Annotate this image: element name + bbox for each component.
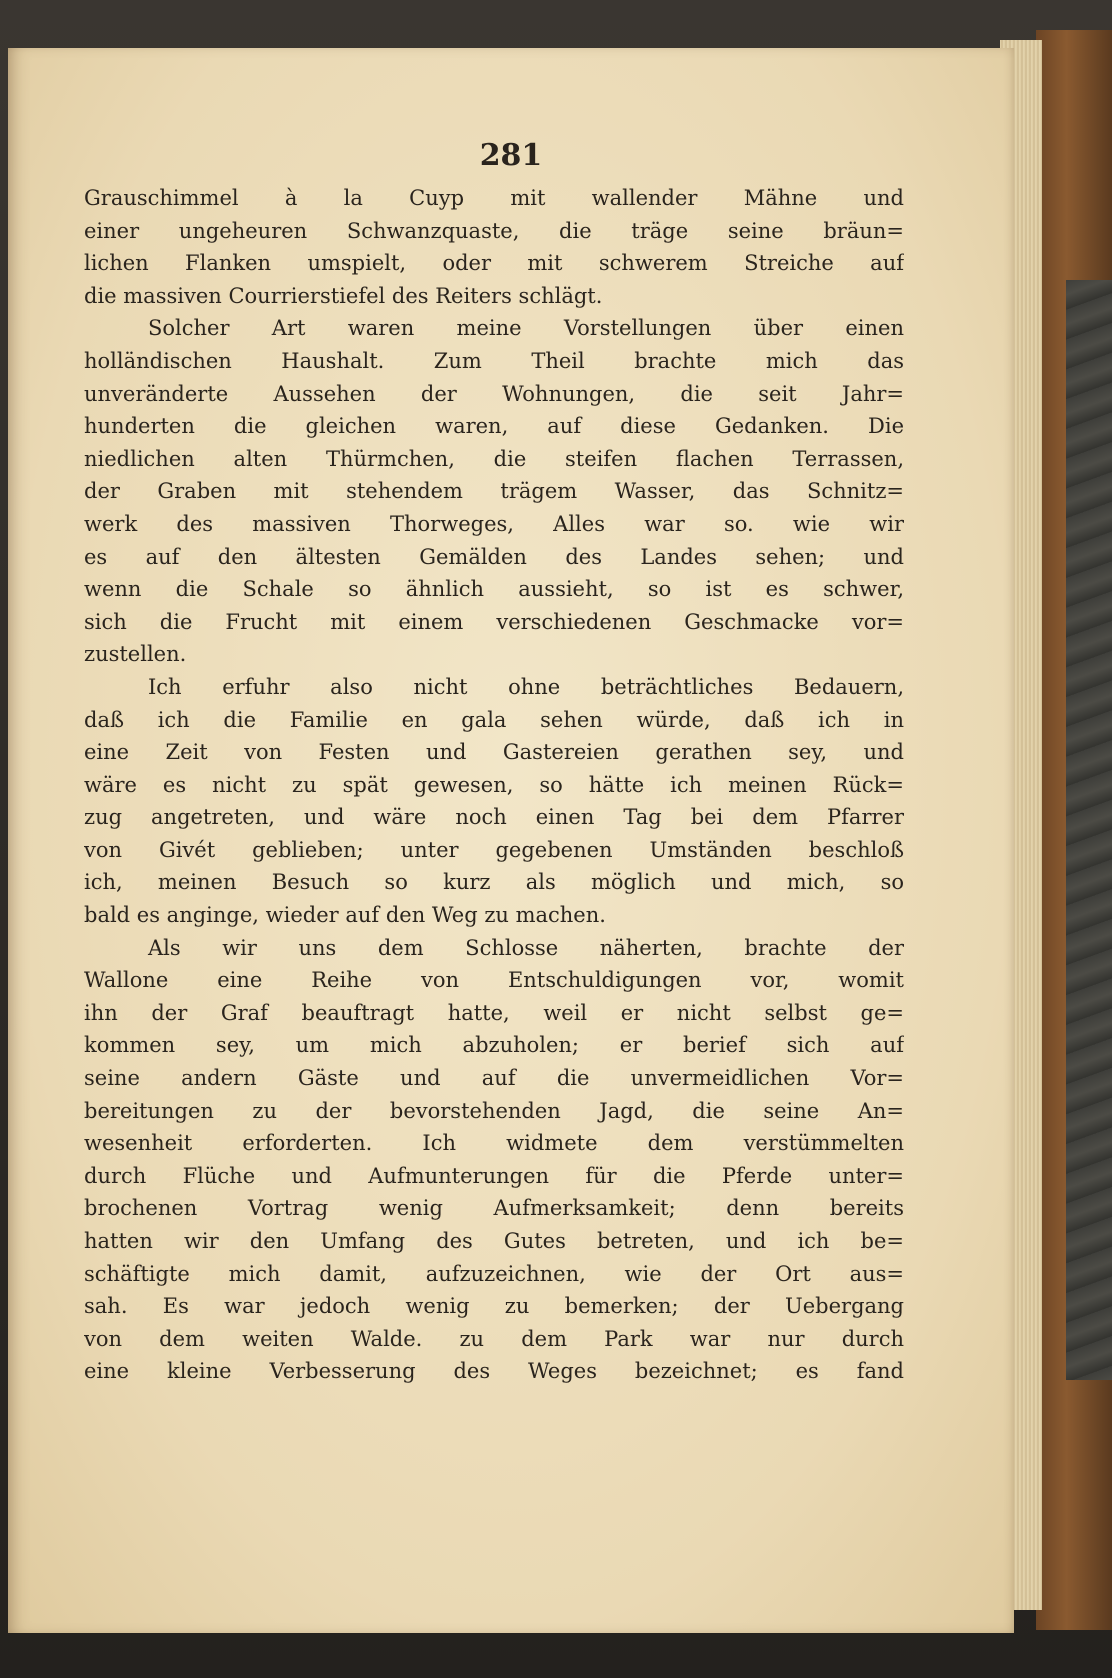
marbled-board	[1066, 280, 1112, 1380]
text-line: lichen Flanken umspielt, oder mit schwerem Streiche auf	[84, 251, 904, 276]
text-line: hunderten die gleichen waren, auf diese Gedanken. Die	[84, 414, 904, 439]
text-line: eine Zeit von Festen und Gastereien gerathen sey, und	[84, 740, 904, 765]
text-line: werk des massiven Thorweges, Alles war so. wie wir	[84, 511, 904, 536]
text-line: die massiven Courrierstiefel des Reiters schlägt.	[84, 283, 603, 308]
text-line: durch Flüche und Aufmunterungen für die Pferde unter=	[84, 1163, 904, 1188]
text-line: Ich erfuhr also nicht ohne beträchtliches Bedauern,	[148, 674, 904, 699]
text-line: brochenen Vortrag wenig Aufmerksamkeit; denn bereits	[84, 1196, 904, 1221]
text-line: zug angetreten, und wäre noch einen Tag bei dem Pfarrer	[84, 805, 904, 830]
text-line: einer ungeheuren Schwanzquaste, die träge seine bräun=	[84, 218, 904, 243]
text-line: bereitungen zu der bevorstehenden Jagd, die seine An=	[84, 1098, 904, 1123]
text-line: zustellen.	[84, 642, 187, 667]
text-line: ihn der Graf beauftragt hatte, weil er nicht selbst ge=	[84, 1000, 904, 1025]
text-line: es auf den ältesten Gemälden des Landes sehen; und	[84, 544, 904, 569]
text-line: niedlichen alten Thürmchen, die steifen flachen Terrassen,	[84, 446, 904, 471]
text-line: sah. Es war jedoch wenig zu bemerken; der Uebergang	[84, 1294, 904, 1319]
text-line: holländischen Haushalt. Zum Theil brachte mich das	[84, 348, 904, 373]
book-page	[8, 48, 1014, 1633]
text-line: von Givét geblieben; unter gegebenen Umständen beschloß	[84, 837, 904, 862]
text-line: bald es anginge, wieder auf den Weg zu machen.	[84, 903, 606, 928]
body-text	[84, 182, 904, 1388]
text-line: schäftigte mich damit, aufzuzeichnen, wie der Ort aus=	[84, 1261, 904, 1286]
text-line: Als wir uns dem Schlosse näherten, brachte der	[148, 935, 904, 960]
text-line: sich die Frucht mit einem verschiedenen Geschmacke vor=	[84, 609, 904, 634]
text-line: wenn die Schale so ähnlich aussieht, so ist es schwer,	[84, 577, 904, 602]
text-line: wäre es nicht zu spät gewesen, so hätte ich meinen Rück=	[84, 772, 904, 797]
book-cover-edge	[1036, 30, 1112, 1630]
text-line: daß ich die Familie en gala sehen würde, daß ich in	[84, 707, 904, 732]
text-line: kommen sey, um mich abzuholen; er berief sich auf	[84, 1033, 904, 1058]
text-line: wesenheit erforderten. Ich widmete dem verstümmelten	[84, 1131, 904, 1156]
text-line: seine andern Gäste und auf die unvermeidlichen Vor=	[84, 1066, 904, 1091]
text-line: von dem weiten Walde. zu dem Park war nur durch	[84, 1326, 904, 1351]
text-line: unveränderte Aussehen der Wohnungen, die seit Jahr=	[84, 381, 904, 406]
text-line: eine kleine Verbesserung des Weges bezeichnet; es fand	[84, 1359, 904, 1384]
text-line: ich, meinen Besuch so kurz als möglich und mich, so	[84, 870, 904, 895]
text-line: Grauschimmel à la Cuyp mit wallender Mähne und	[84, 186, 904, 210]
text-line: hatten wir den Umfang des Gutes betreten, und ich be=	[84, 1229, 904, 1253]
page-number: 281	[479, 138, 543, 173]
text-line: Solcher Art waren meine Vorstellungen über einen	[148, 316, 904, 341]
text-line: Wallone eine Reihe von Entschuldigungen vor, womit	[84, 968, 904, 993]
text-line: der Graben mit stehendem trägem Wasser, das Schnitz=	[84, 479, 904, 504]
